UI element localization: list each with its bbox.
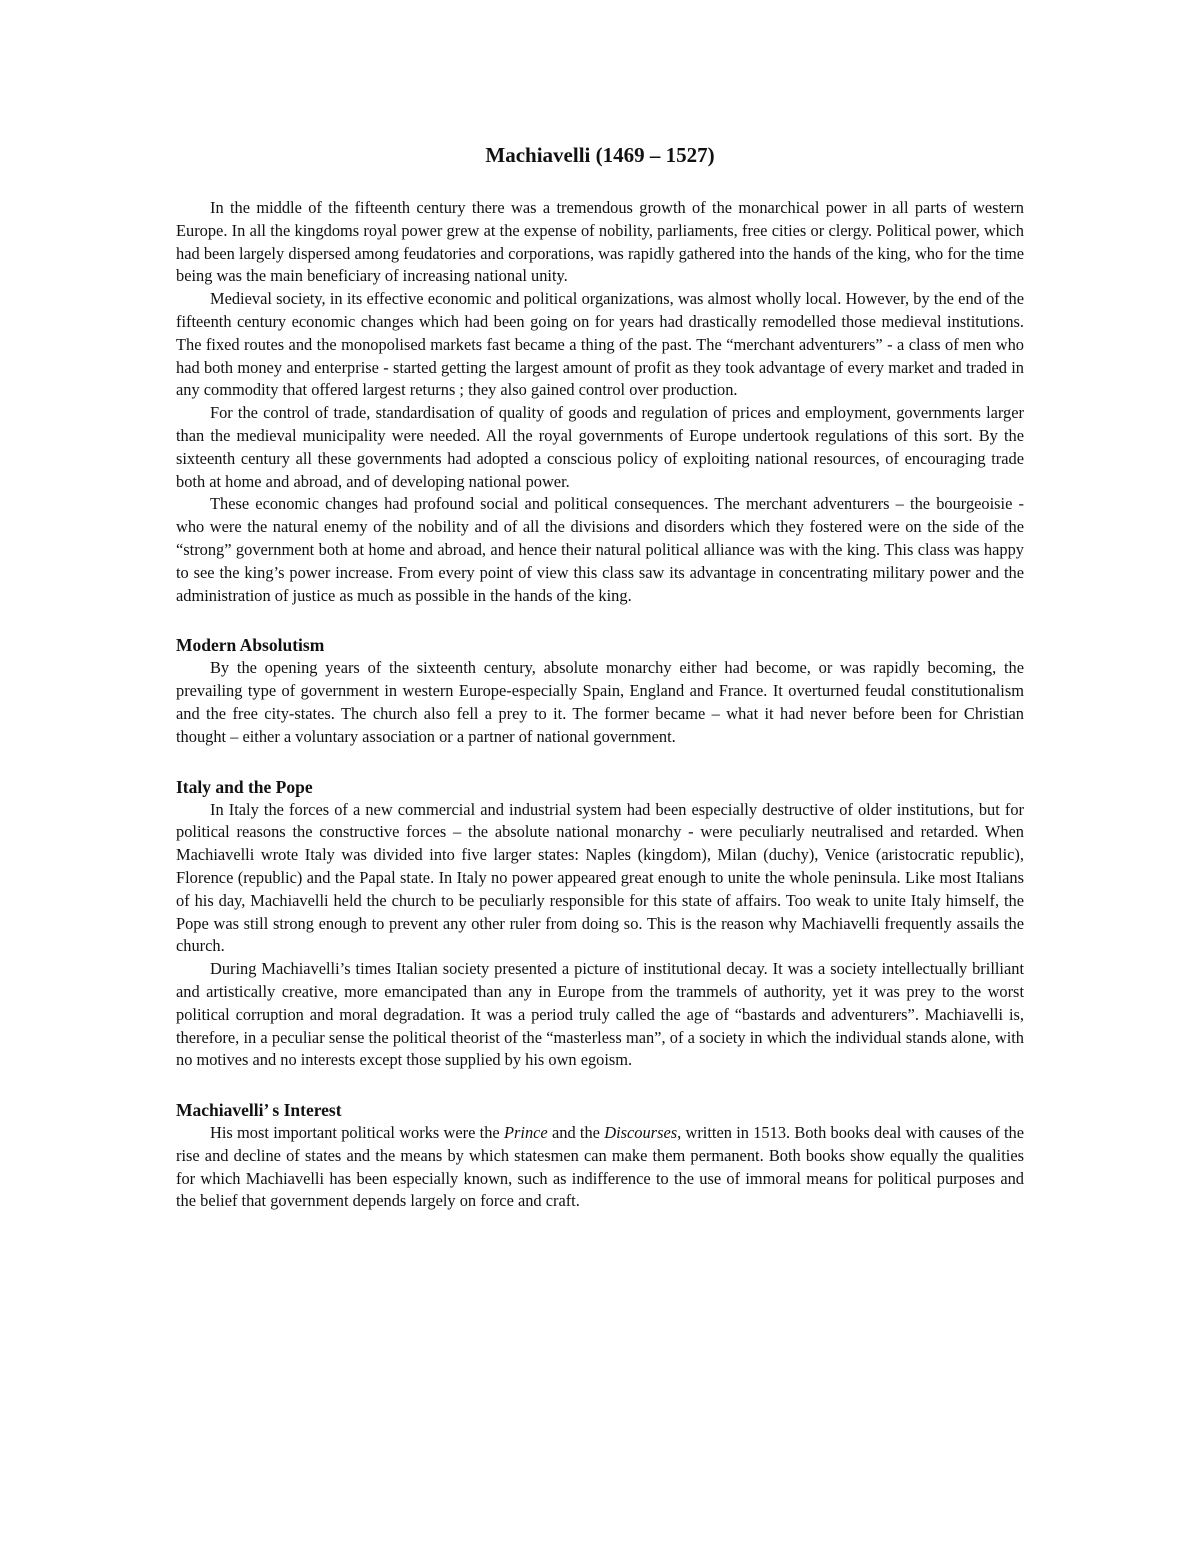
section-heading-machiavellis-interest: Machiavelli’ s Interest [176, 1100, 342, 1121]
discourses-title: Discourses [604, 1123, 678, 1143]
section-heading-italy-and-the-pope: Italy and the Pope [176, 776, 313, 797]
interest-text-part-2: and the [547, 1123, 605, 1143]
intro-paragraph-1: In the middle of the fifteenth century there was a tremendous growth of the monarchical power in all parts of western Europe. In all the kingdoms royal power grew at the expense of nobility, parliaments, free cities or clergy. Political power, which had been largely dispersed among feudatories and corporations, was rapidly gathered into the hands of the king, who for the time being was the main beneficiary of increasing national unity. [176, 198, 1024, 286]
interest-paragraph-1 [176, 1122, 1024, 1213]
absolutism-paragraph-1: By the opening years of the sixteenth century, absolute monarchy either had become, or was rapidly becoming, the prevailing type of government in western Europe-especially Spain, England and France. It overturned feudal constitutionalism and the free city-states. The church also fell a prey to it. The former became – what it had never before been for Christian thought – either a voluntary association or a partner of national government. [176, 658, 1024, 746]
prince-title: Prince [504, 1123, 548, 1143]
italy-paragraph-2: During Machiavelli’s times Italian society presented a picture of institutional decay. It was a society intellectually brilliant and artistically creative, more emancipated than any in Europe from the trammels of authority, yet it was prey to the worst political corruption and moral degradation. It was a period truly called the age of “bastards and adventurers”. Machiavelli is, therefore, in a peculiar sense the political theorist of the “masterless man”, of a society in which the individual stands alone, with no motives and no interests except those supplied by his own egoism. [176, 959, 1024, 1070]
interest-text-part-3: , written in 1513. Both books deal with causes of the rise and decline of states and the means by which statesmen can make them permanent. Both books show equally the qualities for which Machiavelli has been especially known, such as indifference to the use of immoral means for political purposes and the belief that government depends largely on force and craft. [176, 1123, 1025, 1211]
interest-text-part-1: His most important political works were the [210, 1123, 504, 1143]
intro-paragraph-2: Medieval society, in its effective economic and political organizations, was almost wholly local. However, by the end of the fifteenth century economic changes which had been going on for years had drastically remodelled those medieval institutions. The fixed routes and the monopolised markets fast became a thing of the past. The “merchant adventurers” - a class of men who had both money and enterprise - started getting the largest amount of profit as they took advantage of every market and traded in any commodity that offered largest returns ; they also gained control over production. [176, 289, 1024, 400]
page-title: Machiavelli (1469 – 1527) [485, 143, 715, 167]
document-page [176, 140, 1024, 1213]
intro-paragraph-4: These economic changes had profound social and political consequences. The merchant adventurers – the bourgeoisie - who were the natural enemy of the nobility and of all the divisions and disorders which they fostered were on the side of the “strong” government both at home and abroad, and hence their natural political alliance was with the king. This class was happy to see the king’s power increase. From every point of view this class saw its advantage in concentrating military power and the administration of justice as much as possible in the hands of the king. [176, 494, 1024, 605]
section-heading-modern-absolutism: Modern Absolutism [176, 635, 325, 656]
italy-paragraph-1: In Italy the forces of a new commercial and industrial system had been especially destructive of older institutions, but for political reasons the constructive forces – the absolute national monarchy - were peculiarly neutralised and retarded. When Machiavelli wrote Italy was divided into five larger states: Naples (kingdom), Milan (duchy), Venice (aristocratic republic), Florence (republic) and the Papal state. In Italy no power appeared great enough to unite the whole peninsula. Like most Italians of his day, Machiavelli held the church to be peculiarly responsible for this state of affairs. Too weak to unite Italy himself, the Pope was still strong enough to prevent any other ruler from doing so. This is the reason why Machiavelli frequently assails the church. [176, 799, 1024, 956]
intro-paragraph-3: For the control of trade, standardisation of quality of goods and regulation of prices and employment, governments larger than the medieval municipality were needed. All the royal governments of Europe undertook regulations of this sort. By the sixteenth century all these governments had adopted a conscious policy of exploiting national resources, of encouraging trade both at home and abroad, and of developing national power. [176, 403, 1024, 491]
